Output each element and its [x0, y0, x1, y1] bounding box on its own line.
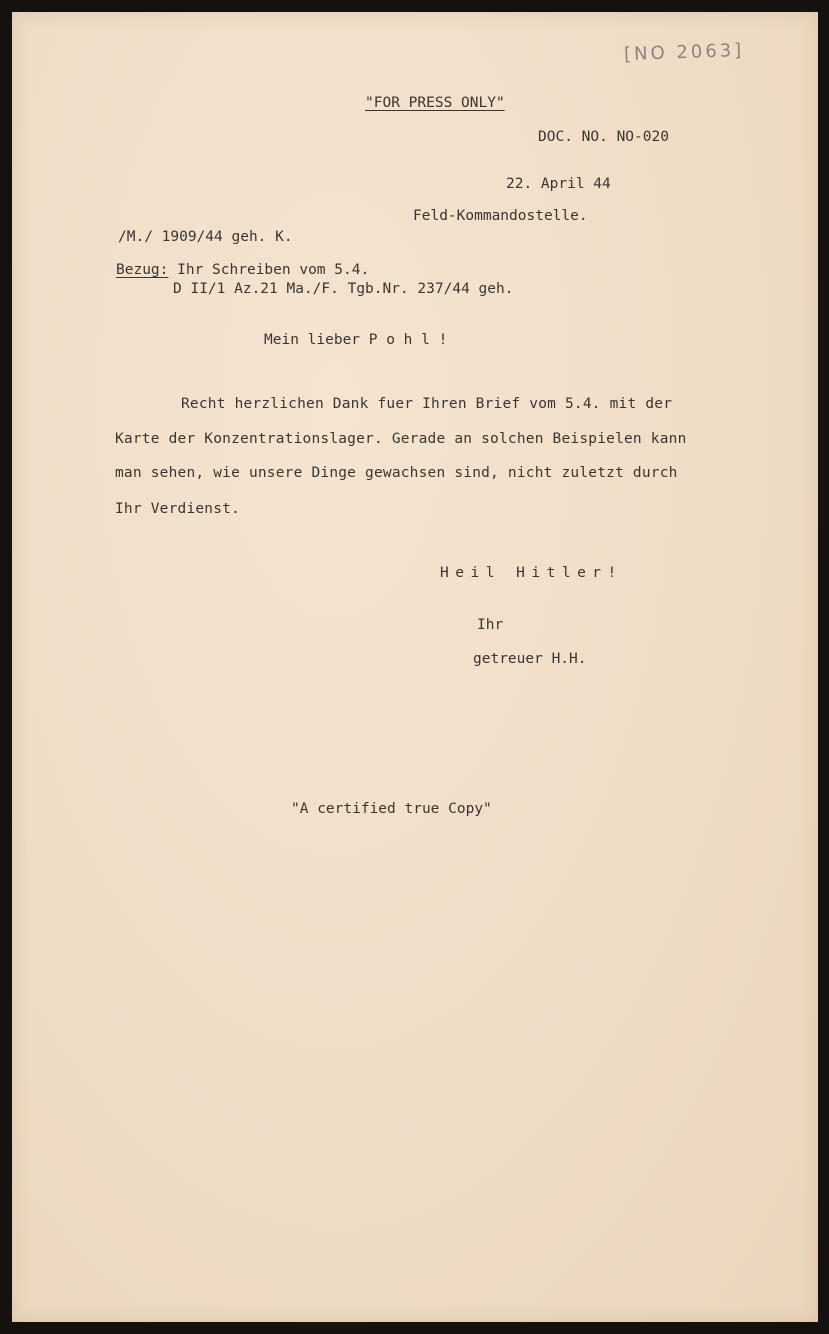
salutation: Mein lieber P o h l !: [264, 332, 448, 348]
bezug-label: Bezug:: [116, 262, 169, 278]
letter-location: Feld-Kommandostelle.: [413, 208, 588, 224]
closing-greeting: Heil Hitler!: [440, 565, 623, 581]
press-notice: "FOR PRESS ONLY": [365, 95, 505, 111]
file-number: /M./ 1909/44 geh. K.: [118, 229, 293, 245]
closing-line-1: Ihr: [477, 617, 504, 633]
closing-line-2: getreuer H.H.: [473, 651, 587, 667]
reference-block: [116, 263, 369, 278]
certification-note: "A certified true Copy": [291, 801, 492, 817]
letter-date: 22. April 44: [506, 176, 611, 192]
bezug-line-1: Ihr Schreiben vom 5.4.: [177, 262, 370, 278]
bezug-line-2: D II/1 Az.21 Ma./F. Tgb.Nr. 237/44 geh.: [173, 281, 514, 297]
body-line-2: Karte der Konzentrationslager. Gerade an solchen Beispielen kann: [115, 431, 687, 447]
body-line-1: Recht herzlichen Dank fuer Ihren Brief vom 5.4. mit der: [181, 396, 673, 412]
archive-stamp-handwritten: [NO 2063]: [623, 39, 745, 66]
document-page: [12, 12, 818, 1322]
body-line-3: man sehen, wie unsere Dinge gewachsen sind, nicht zuletzt durch: [115, 465, 678, 481]
doc-number: DOC. NO. NO-020: [538, 129, 669, 145]
body-line-4: Ihr Verdienst.: [115, 501, 241, 517]
